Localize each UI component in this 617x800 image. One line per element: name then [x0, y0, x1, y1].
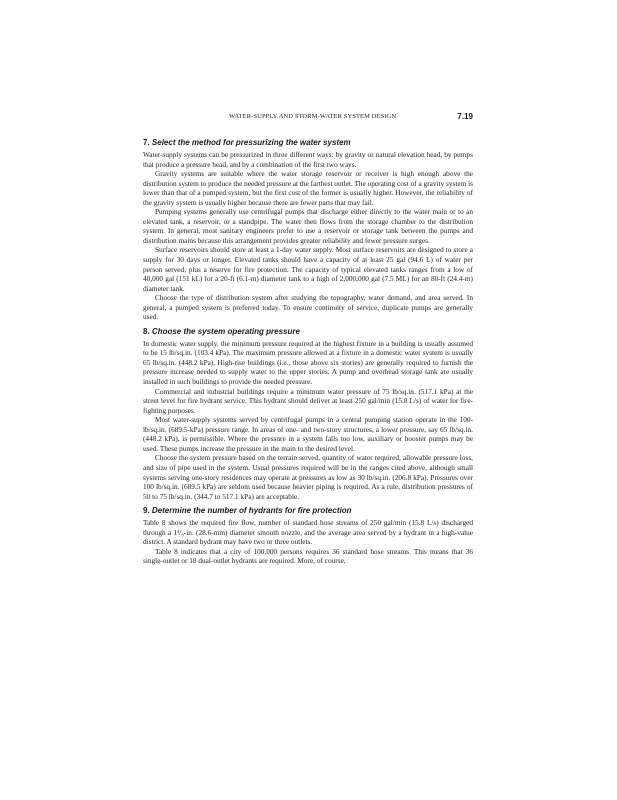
- section-8: [143, 327, 473, 501]
- section-9: [143, 506, 473, 566]
- section-heading: [143, 506, 473, 516]
- page-number: 7.19: [457, 112, 473, 121]
- document-page: [143, 113, 473, 571]
- running-head: [143, 113, 473, 125]
- paragraph: Most water-supply systems served by centrifugal pumps in a central pumping station operate in the 100-lb/sq.in. (689.5-kPa) pressure range. In areas of one- and two-story structures, a lower pressure, say 65 lb/sq.in. (448.2 kPa), is permissible. Where the pressure in a system falls too low, auxiliary or booster pumps may be used. These pumps increase the pressure in the main to the desired level.: [143, 415, 473, 453]
- paragraph: Pumping systems generally use centrifugal pumps that discharge either directly to the water main or to an elevated tank, a reservoir, or a standpipe. The water then flows from the storage chamber to the distribution system. In general, most sanitary engineers prefer to use a reservoir or storage tank between the pumps and distribution mains because this arrangement provides greater reliability and fewer pressure surges.: [143, 207, 473, 245]
- section-7: [143, 138, 473, 322]
- section-title: Choose the system operating pressure: [151, 326, 300, 336]
- paragraph: Table 8 shows the required fire flow, number of standard hose streams of 250 gal/min (15.8 L/s) discharged through a 1¹/₈-in. (28.6-mm) diameter smooth nozzle, and the average area served by a hydrant in a high-value district. A standard hydrant may have two or three outlets.: [143, 518, 473, 547]
- paragraph: Choose the system pressure based on the terrain served, quantity of water required, allowable pressure loss, and size of pipe used in the system. Usual pressures required will be in the ranges cited above, although small systems serving one-story residences may operate at pressures as low as 30 lb/sq.in. (206.8 kPa). Pressures over 100 lb/sq.in. (689.5 kPa) are seldom used because heavier piping is required. As a rule, distribution pressures of 50 to 75 lb/sq.in. (344.7 to 517.1 kPa) are acceptable.: [143, 453, 473, 501]
- paragraph: Surface reservoirs should store at least a 1-day water supply. Most surface reservoirs are designed to store a supply for 30 days or longer. Elevated tanks should have a capacity of at least 25 gal (94.6 L) of water per person served, plus a reserve for fire protection. The capacity of typical elevated tanks ranges from a low of 40,000 gal (151 kL) for a 20-ft (6.1-m) diameter tank to a high of 2,000,000 gal (7.5 ML) for an 80-ft (24.4-m) diameter tank.: [143, 245, 473, 293]
- section-heading: [143, 138, 473, 148]
- paragraph: Choose the type of distribution system after studying the topography, water demand, and area served. In general, a pumped system is preferred today. To ensure continuity of service, duplicate pumps are generally used.: [143, 293, 473, 322]
- paragraph: Table 8 indicates that a city of 100,000 persons requires 36 standard hose streams. This means that 36 single-outlet or 18 dual-outlet hydrants are required. More, of course,: [143, 546, 473, 566]
- paragraph: In domestic water supply, the minimum pressure required at the highest fixture in a building is usually assumed to be 15 lb/sq.in. (103.4 kPa). The maximum pressure allowed at a fixture in a domestic water system is usually 65 lb/sq.in. (448.2 kPa). High-rise buildings (i.e., those above six stories) are generally required to furnish the pressure increase needed to supply water to the upper stories. A pump and overhead storage tank are usually installed in such buildings to provide the needed pressure.: [143, 338, 473, 387]
- paragraph: Water-supply systems can be pressurized in three different ways: by gravity or natural elevation head, by pumps that produce a pressure head, and by a combination of the first two ways.: [143, 150, 473, 169]
- section-title: Determine the number of hydrants for fire protection: [151, 506, 352, 516]
- section-number: 7.: [143, 138, 150, 147]
- paragraph: Commercial and industrial buildings require a minimum water pressure of 75 lb/sq.in. (517.1 kPa) at the street level for fire hydrant service. This hydrant should deliver at least 250 gal/min (15.8 L/s) of water for fire-fighting purposes.: [143, 386, 473, 415]
- paragraph: Gravity systems are suitable where the water storage reservoir or receiver is high enough above the distribution system to produce the needed pressure at the farthest outlet. The operating cost of a gravity system is lower than that of a pumped system, but the first cost of the former is usually higher. However, the reliability of the gravity system is usually higher because there are fewer parts that may fail.: [143, 169, 473, 207]
- section-heading: [143, 327, 473, 337]
- section-number: 9.: [143, 506, 150, 516]
- section-title: Select the method for pressurizing the water system: [151, 138, 351, 147]
- running-head-title: WATER-SUPPLY AND STORM-WATER SYSTEM DESIGN: [229, 113, 397, 120]
- section-number: 8.: [143, 326, 150, 336]
